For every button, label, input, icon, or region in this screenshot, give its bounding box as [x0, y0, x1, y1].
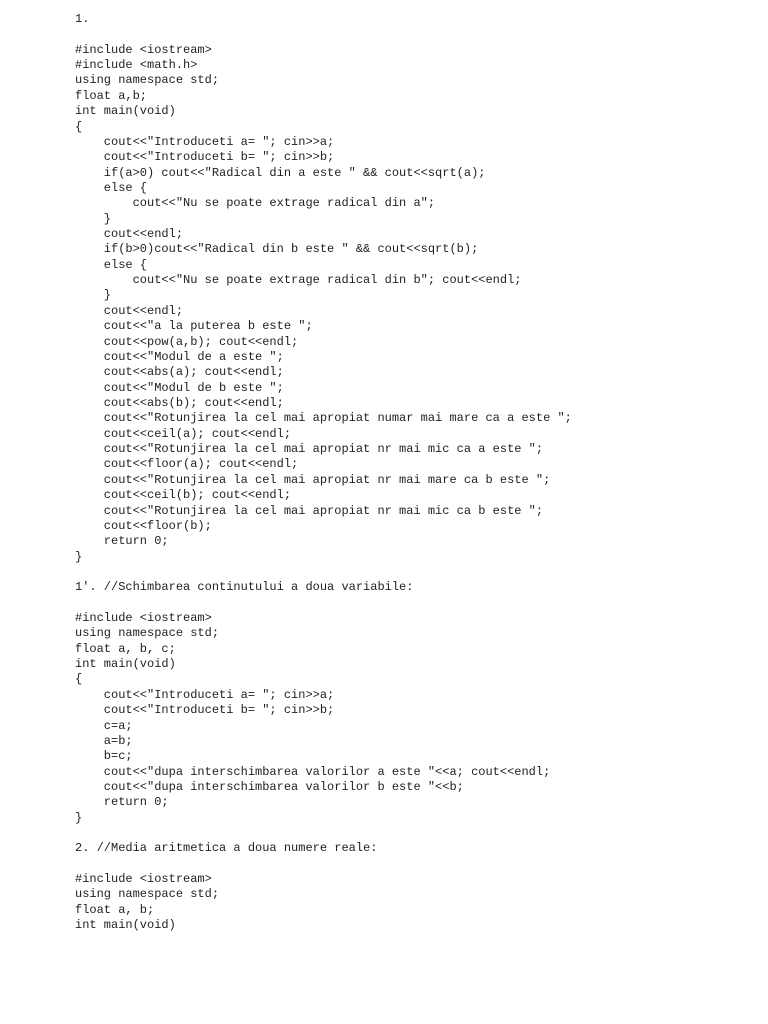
code-line: return 0; [75, 534, 169, 549]
code-line: cout<<ceil(a); cout<<endl; [75, 426, 292, 441]
code-line: if(b>0)cout<<"Radical din b este " && cout<<sqrt(b); [75, 242, 479, 257]
code-line: cout<<"Rotunjirea la cel mai apropiat nr mai mic ca a este "; [75, 442, 544, 457]
code-line: #include <iostream> [75, 42, 212, 57]
code-line: c=a; [75, 718, 133, 733]
code-line: cout<<"Introduceti a= "; cin>>a; [75, 687, 335, 702]
code-line: cout<<"Nu se poate extrage radical din a"; [75, 196, 436, 211]
code-line: else { [75, 180, 148, 195]
code-line: cout<<pow(a,b); cout<<endl; [75, 334, 299, 349]
code-line: 1. [75, 12, 90, 26]
code-line: int main(void) [75, 918, 176, 933]
code-line: using namespace std; [75, 626, 220, 641]
code-line: 1'. //Schimbarea continutului a doua variabile: [75, 580, 414, 595]
code-line: cout<<"Nu se poate extrage radical din b"; cout<<endl; [75, 273, 522, 288]
code-line: a=b; [75, 733, 133, 748]
code-line: cout<<floor(b); [75, 518, 212, 533]
code-line: cout<<floor(a); cout<<endl; [75, 457, 299, 472]
code-line: cout<<"Introduceti b= "; cin>>b; [75, 703, 335, 718]
code-line: float a, b, c; [75, 641, 176, 656]
code-line: { [75, 672, 83, 687]
code-line: cout<<"Introduceti a= "; cin>>a; [75, 134, 335, 149]
code-line: if(a>0) cout<<"Radical din a este " && cout<<sqrt(a); [75, 165, 486, 180]
code-line: #include <iostream> [75, 611, 212, 626]
code-line: cout<<"Introduceti b= "; cin>>b; [75, 150, 335, 165]
code-line: 2. //Media aritmetica a doua numere reale: [75, 841, 378, 856]
code-line: { [75, 119, 83, 134]
code-line: } [75, 288, 112, 303]
code-line: using namespace std; [75, 73, 220, 88]
code-line: return 0; [75, 795, 169, 810]
code-line: cout<<"a la puterea b este "; [75, 319, 313, 334]
code-line: cout<<"Rotunjirea la cel mai apropiat nr mai mic ca b este "; [75, 503, 544, 518]
code-line: cout<<abs(a); cout<<endl; [75, 365, 284, 380]
code-line: cout<<"dupa interschimbarea valorilor a este "<<a; cout<<endl; [75, 764, 551, 779]
code-line: int main(void) [75, 104, 176, 119]
code-line: cout<<"Rotunjirea la cel mai apropiat nr mai mare ca b este "; [75, 472, 551, 487]
code-line: float a, b; [75, 902, 155, 917]
code-line: cout<<endl; [75, 303, 184, 318]
code-line [75, 596, 748, 611]
code-line: else { [75, 257, 148, 272]
code-line: cout<<ceil(b); cout<<endl; [75, 488, 292, 503]
code-line: } [75, 810, 83, 825]
code-line: int main(void) [75, 657, 176, 672]
code-line: float a,b; [75, 88, 148, 103]
code-line [75, 565, 748, 580]
code-line: using namespace std; [75, 887, 220, 902]
code-line [75, 826, 748, 841]
code-line: b=c; [75, 749, 133, 764]
code-line: #include <math.h> [75, 58, 198, 73]
code-line: cout<<"Rotunjirea la cel mai apropiat numar mai mare ca a este "; [75, 411, 572, 426]
code-line: cout<<endl; [75, 227, 184, 242]
code-line: cout<<"Modul de b este "; [75, 380, 284, 395]
code-line: cout<<"Modul de a este "; [75, 349, 284, 364]
code-line: cout<<abs(b); cout<<endl; [75, 395, 284, 410]
code-line: #include <iostream> [75, 872, 212, 887]
code-line: } [75, 549, 83, 564]
code-line [75, 857, 748, 872]
code-line [75, 27, 748, 42]
code-line: } [75, 211, 112, 226]
document-page [75, 12, 748, 934]
code-line: cout<<"dupa interschimbarea valorilor b este "<<b; [75, 779, 464, 794]
